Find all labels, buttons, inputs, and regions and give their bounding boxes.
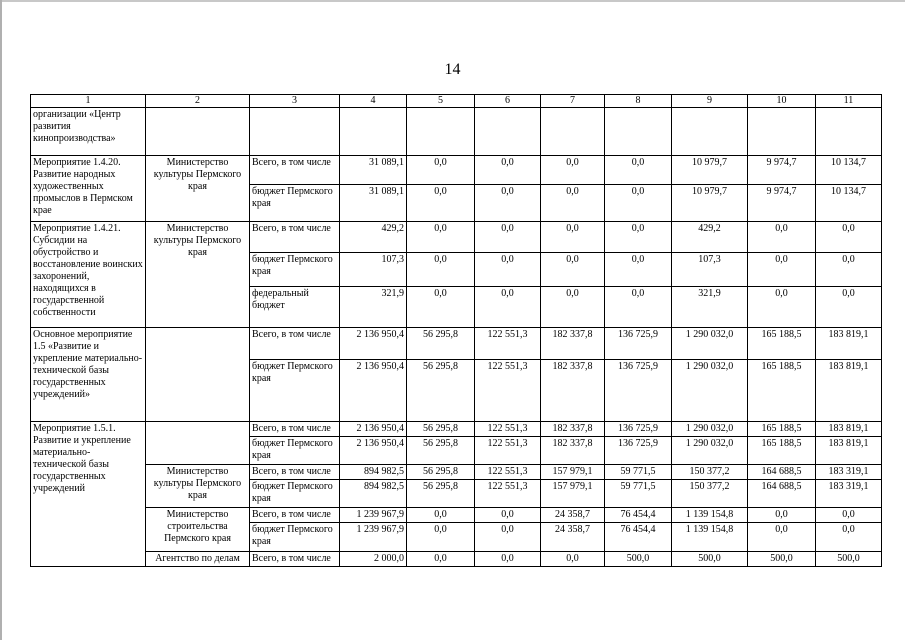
empty-cell: [605, 108, 672, 156]
value-cell: 122 551,3: [475, 360, 541, 422]
value-cell: 182 337,8: [541, 422, 605, 437]
scan-edge-left: [0, 0, 2, 640]
value-cell: 0,0: [605, 253, 672, 287]
value-cell: 164 688,5: [748, 480, 816, 508]
value-cell: 500,0: [748, 552, 816, 567]
value-cell: 894 982,5: [340, 465, 407, 480]
value-cell: 894 982,5: [340, 480, 407, 508]
event-name: организации «Центр развития кинопроизводства»: [31, 108, 146, 156]
value-cell: 0,0: [407, 156, 475, 185]
value-cell: 321,9: [340, 287, 407, 328]
table-row: [31, 465, 882, 480]
budget-table: [30, 94, 882, 567]
value-cell: 0,0: [407, 287, 475, 328]
page-number: 14: [444, 61, 461, 78]
value-cell: 2 000,0: [340, 552, 407, 567]
value-cell: 183 319,1: [816, 465, 882, 480]
funding-source: бюджет Пермского края: [250, 360, 340, 422]
empty-cell: [816, 108, 882, 156]
executor: Министерство культуры Пермского края: [146, 465, 250, 508]
value-cell: 0,0: [407, 552, 475, 567]
value-cell: 1 290 032,0: [672, 437, 748, 465]
column-number: 10: [748, 95, 816, 108]
table-row: [31, 552, 882, 567]
value-cell: 183 819,1: [816, 360, 882, 422]
value-cell: 0,0: [605, 156, 672, 185]
value-cell: 9 974,7: [748, 156, 816, 185]
value-cell: 0,0: [605, 287, 672, 328]
column-number: 11: [816, 95, 882, 108]
value-cell: 136 725,9: [605, 422, 672, 437]
value-cell: 0,0: [541, 552, 605, 567]
executor: [146, 422, 250, 465]
value-cell: 10 979,7: [672, 185, 748, 222]
empty-cell: [748, 108, 816, 156]
value-cell: 31 089,1: [340, 185, 407, 222]
value-cell: 59 771,5: [605, 465, 672, 480]
empty-cell: [146, 108, 250, 156]
value-cell: 122 551,3: [475, 437, 541, 465]
funding-source: Всего, в том числе: [250, 156, 340, 185]
value-cell: 183 319,1: [816, 480, 882, 508]
value-cell: 182 337,8: [541, 328, 605, 360]
value-cell: 0,0: [475, 185, 541, 222]
value-cell: 136 725,9: [605, 437, 672, 465]
column-number: 2: [146, 95, 250, 108]
funding-source: Всего, в том числе: [250, 222, 340, 253]
value-cell: 0,0: [748, 253, 816, 287]
value-cell: 0,0: [816, 253, 882, 287]
event-name: Основное мероприятие 1.5 «Развитие и укрепление материально-технической базы государственных учреждений»: [31, 328, 146, 422]
value-cell: 0,0: [541, 156, 605, 185]
column-number-row: [31, 95, 882, 108]
value-cell: 56 295,8: [407, 437, 475, 465]
value-cell: 500,0: [672, 552, 748, 567]
funding-source: Всего, в том числе: [250, 552, 340, 567]
value-cell: 10 979,7: [672, 156, 748, 185]
scan-edge-top: [0, 0, 905, 2]
funding-source: бюджет Пермского края: [250, 253, 340, 287]
value-cell: 76 454,4: [605, 523, 672, 552]
funding-source: федеральный бюджет: [250, 287, 340, 328]
value-cell: 136 725,9: [605, 360, 672, 422]
value-cell: 0,0: [407, 253, 475, 287]
value-cell: 183 819,1: [816, 328, 882, 360]
value-cell: 0,0: [541, 287, 605, 328]
funding-source: Всего, в том числе: [250, 422, 340, 437]
value-cell: 0,0: [816, 523, 882, 552]
value-cell: 10 134,7: [816, 156, 882, 185]
value-cell: 1 239 967,9: [340, 523, 407, 552]
value-cell: 0,0: [816, 508, 882, 523]
value-cell: 164 688,5: [748, 465, 816, 480]
value-cell: 157 979,1: [541, 465, 605, 480]
value-cell: 0,0: [541, 185, 605, 222]
column-number: 5: [407, 95, 475, 108]
table-row: [31, 328, 882, 360]
empty-cell: [340, 108, 407, 156]
table-row: [31, 156, 882, 185]
event-name: Мероприятие 1.5.1. Развитие и укрепление материально-технической базы государственных учреждений: [31, 422, 146, 567]
value-cell: 107,3: [672, 253, 748, 287]
value-cell: 1 139 154,8: [672, 508, 748, 523]
value-cell: 76 454,4: [605, 508, 672, 523]
value-cell: 56 295,8: [407, 422, 475, 437]
table-row: [31, 222, 882, 253]
value-cell: 165 188,5: [748, 437, 816, 465]
table-row: [31, 508, 882, 523]
funding-source: Всего, в том числе: [250, 508, 340, 523]
funding-source: Всего, в том числе: [250, 465, 340, 480]
column-number: 7: [541, 95, 605, 108]
value-cell: 31 089,1: [340, 156, 407, 185]
table-row: [31, 422, 882, 437]
column-number: 1: [31, 95, 146, 108]
value-cell: 56 295,8: [407, 465, 475, 480]
value-cell: 2 136 950,4: [340, 437, 407, 465]
value-cell: 0,0: [475, 508, 541, 523]
value-cell: 0,0: [407, 523, 475, 552]
value-cell: 2 136 950,4: [340, 328, 407, 360]
value-cell: 24 358,7: [541, 508, 605, 523]
empty-cell: [475, 108, 541, 156]
value-cell: 0,0: [748, 222, 816, 253]
value-cell: 0,0: [475, 523, 541, 552]
value-cell: 0,0: [816, 222, 882, 253]
funding-source: бюджет Пермского края: [250, 185, 340, 222]
value-cell: 0,0: [475, 222, 541, 253]
value-cell: 0,0: [541, 253, 605, 287]
executor: Агентство по делам: [146, 552, 250, 567]
value-cell: 150 377,2: [672, 465, 748, 480]
value-cell: 9 974,7: [748, 185, 816, 222]
executor: Министерство культуры Пермского края: [146, 156, 250, 222]
funding-source: бюджет Пермского края: [250, 480, 340, 508]
value-cell: 56 295,8: [407, 328, 475, 360]
value-cell: 122 551,3: [475, 328, 541, 360]
value-cell: 122 551,3: [475, 465, 541, 480]
value-cell: 0,0: [475, 156, 541, 185]
value-cell: 56 295,8: [407, 480, 475, 508]
event-name: Мероприятие 1.4.21. Субсидии на обустройство и восстановление воинских захоронений, находящихся в государственной собственности: [31, 222, 146, 328]
value-cell: 24 358,7: [541, 523, 605, 552]
event-name: Мероприятие 1.4.20. Развитие народных художественных промыслов в Пермском крае: [31, 156, 146, 222]
executor: [146, 328, 250, 422]
value-cell: 1 139 154,8: [672, 523, 748, 552]
value-cell: 429,2: [340, 222, 407, 253]
column-number: 9: [672, 95, 748, 108]
value-cell: 429,2: [672, 222, 748, 253]
empty-cell: [407, 108, 475, 156]
value-cell: 10 134,7: [816, 185, 882, 222]
value-cell: 0,0: [407, 508, 475, 523]
value-cell: 122 551,3: [475, 480, 541, 508]
value-cell: 0,0: [541, 222, 605, 253]
value-cell: 0,0: [407, 222, 475, 253]
funding-source: бюджет Пермского края: [250, 523, 340, 552]
value-cell: 2 136 950,4: [340, 422, 407, 437]
value-cell: 122 551,3: [475, 422, 541, 437]
funding-source: бюджет Пермского края: [250, 437, 340, 465]
table-row: [31, 108, 882, 156]
value-cell: 107,3: [340, 253, 407, 287]
value-cell: 0,0: [605, 222, 672, 253]
column-number: 6: [475, 95, 541, 108]
value-cell: 0,0: [748, 287, 816, 328]
value-cell: 500,0: [605, 552, 672, 567]
value-cell: 1 290 032,0: [672, 328, 748, 360]
executor: Министерство строительства Пермского края: [146, 508, 250, 552]
value-cell: 157 979,1: [541, 480, 605, 508]
executor: Министерство культуры Пермского края: [146, 222, 250, 328]
value-cell: 56 295,8: [407, 360, 475, 422]
value-cell: 136 725,9: [605, 328, 672, 360]
value-cell: 165 188,5: [748, 328, 816, 360]
value-cell: 0,0: [748, 508, 816, 523]
value-cell: 183 819,1: [816, 422, 882, 437]
empty-cell: [541, 108, 605, 156]
value-cell: 0,0: [475, 253, 541, 287]
value-cell: 183 819,1: [816, 437, 882, 465]
value-cell: 500,0: [816, 552, 882, 567]
value-cell: 150 377,2: [672, 480, 748, 508]
value-cell: 165 188,5: [748, 360, 816, 422]
column-number: 3: [250, 95, 340, 108]
column-number: 4: [340, 95, 407, 108]
value-cell: 0,0: [748, 523, 816, 552]
value-cell: 0,0: [605, 185, 672, 222]
empty-cell: [250, 108, 340, 156]
funding-source: Всего, в том числе: [250, 328, 340, 360]
value-cell: 1 290 032,0: [672, 422, 748, 437]
value-cell: 1 239 967,9: [340, 508, 407, 523]
value-cell: 59 771,5: [605, 480, 672, 508]
value-cell: 0,0: [475, 287, 541, 328]
value-cell: 1 290 032,0: [672, 360, 748, 422]
value-cell: 2 136 950,4: [340, 360, 407, 422]
column-number: 8: [605, 95, 672, 108]
value-cell: 321,9: [672, 287, 748, 328]
value-cell: 165 188,5: [748, 422, 816, 437]
value-cell: 0,0: [475, 552, 541, 567]
value-cell: 182 337,8: [541, 360, 605, 422]
value-cell: 0,0: [407, 185, 475, 222]
value-cell: 182 337,8: [541, 437, 605, 465]
empty-cell: [672, 108, 748, 156]
value-cell: 0,0: [816, 287, 882, 328]
